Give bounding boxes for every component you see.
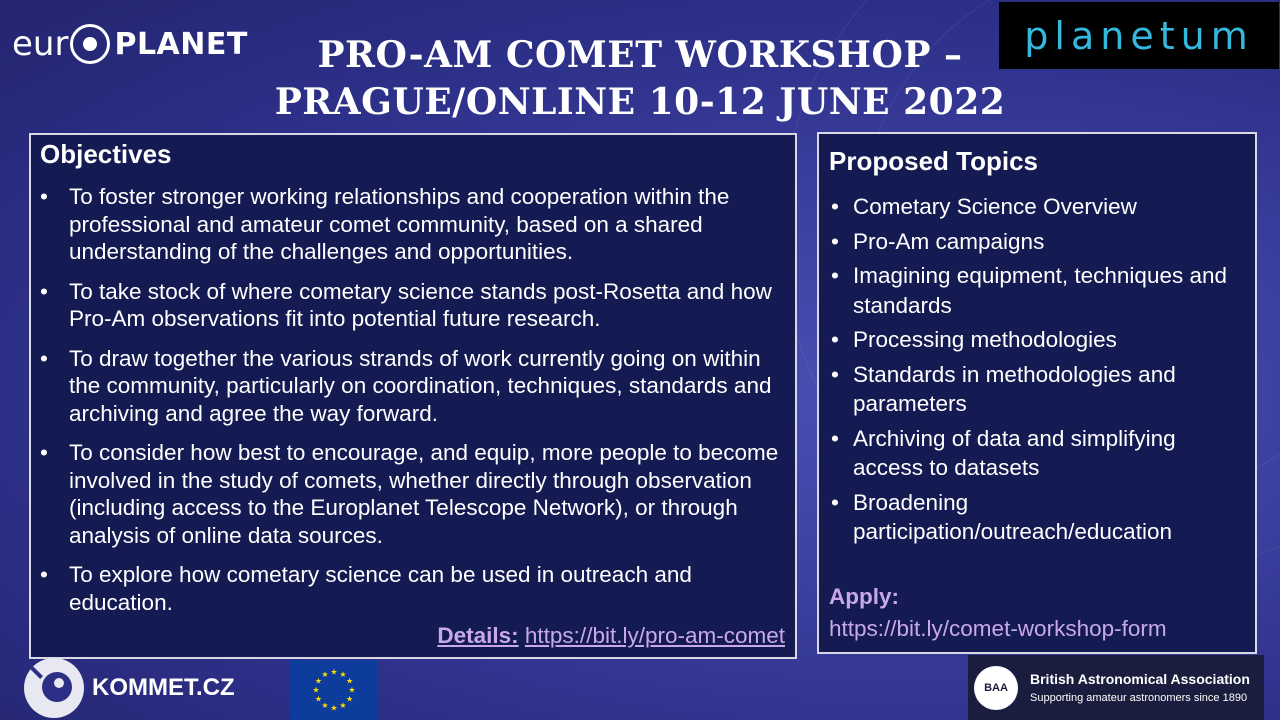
list-item-text: To foster stronger working relationships and cooperation within the professional and amateur comet community, based on a shared understanding of the challenges and opportunities. bbox=[69, 184, 730, 264]
list-item bbox=[829, 360, 1239, 419]
apply-label: Apply: bbox=[829, 584, 899, 609]
list-item-text: To consider how best to encourage, and equip, more people to become involved in the study of comets, whether directly through observation (including access to the Europlanet Telescope Network), or through analysis of online data sources. bbox=[69, 440, 779, 548]
baa-title: British Astronomical Association bbox=[1030, 671, 1250, 687]
europlanet-logo-suffix: PLANET bbox=[114, 26, 248, 62]
eu-stars bbox=[290, 660, 378, 720]
kommet-logo bbox=[24, 658, 235, 718]
list-item-text: To draw together the various strands of work currently going on within the community, particularly on coordination, techniques, standards and archiving and agree the way forward. bbox=[69, 345, 772, 426]
list-item-text: Imagining equipment, techniques and standards bbox=[853, 263, 1228, 318]
apply-link[interactable]: https://bit.ly/comet-workshop-form bbox=[829, 616, 1167, 641]
objectives-list bbox=[40, 183, 795, 616]
bullet-icon: • bbox=[40, 278, 48, 304]
eu-star-icon: ★ bbox=[346, 676, 354, 686]
list-item-text: Pro-Am campaigns bbox=[853, 228, 1045, 254]
details-link[interactable] bbox=[437, 623, 785, 649]
list-item bbox=[829, 325, 1239, 355]
eu-star-icon: ★ bbox=[321, 669, 329, 679]
list-item-text: Cometary Science Overview bbox=[853, 194, 1137, 219]
list-item bbox=[829, 192, 1239, 222]
comet-icon bbox=[24, 658, 84, 718]
eu-flag-icon bbox=[290, 660, 378, 720]
list-item-text: Standards in methodologies and parameters bbox=[853, 361, 1176, 416]
bullet-icon: • bbox=[831, 489, 839, 515]
list-item bbox=[40, 439, 790, 549]
page-title-line2: PRAGUE/ONLINE 10-12 JUNE 2022 bbox=[274, 81, 1006, 123]
baa-logo bbox=[968, 655, 1264, 720]
details-label[interactable]: Details: bbox=[437, 623, 519, 648]
eu-star-icon: ★ bbox=[330, 667, 338, 677]
bullet-icon: • bbox=[831, 327, 839, 352]
list-item bbox=[40, 183, 790, 266]
bullet-icon: • bbox=[831, 263, 839, 288]
topics-panel bbox=[817, 132, 1257, 654]
list-item-text: Broadening participation/outreach/education bbox=[853, 489, 1172, 544]
eu-star-icon: ★ bbox=[346, 694, 354, 704]
objectives-heading: Objectives bbox=[40, 139, 172, 169]
objectives-panel bbox=[29, 133, 797, 659]
list-item bbox=[40, 561, 790, 616]
topics-heading: Proposed Topics bbox=[829, 146, 1038, 176]
eu-star-icon: ★ bbox=[314, 676, 322, 686]
eu-star-icon: ★ bbox=[339, 669, 347, 679]
bullet-icon: • bbox=[40, 440, 48, 465]
eu-star-icon: ★ bbox=[312, 685, 320, 695]
eu-star-icon: ★ bbox=[314, 694, 322, 704]
europlanet-logo-prefix: eur bbox=[12, 24, 69, 64]
eu-star-icon: ★ bbox=[339, 701, 347, 711]
list-item-text: Archiving of data and simplifying access to datasets bbox=[853, 425, 1176, 480]
bullet-icon: • bbox=[831, 228, 839, 254]
page-title-line1: PRO-AM COMET WORKSHOP – bbox=[317, 34, 963, 76]
list-item-text: To explore how cometary science can be used in outreach and education. bbox=[69, 562, 692, 615]
baa-badge-icon: BAA bbox=[974, 666, 1018, 710]
bullet-icon: • bbox=[831, 361, 839, 387]
page-title bbox=[260, 32, 1020, 126]
bullet-icon: • bbox=[40, 562, 48, 587]
list-item-text: Processing methodologies bbox=[853, 327, 1117, 352]
planetum-logo-text: planetum bbox=[1024, 13, 1254, 58]
list-item bbox=[40, 345, 790, 428]
list-item bbox=[829, 227, 1239, 257]
bullet-icon: • bbox=[40, 345, 48, 371]
baa-subtitle: Supporting amateur astronomers since 1890 bbox=[1030, 692, 1248, 704]
eu-star-icon: ★ bbox=[330, 703, 338, 713]
topics-list bbox=[829, 192, 1255, 547]
list-item-text: To take stock of where cometary science stands post-Rosetta and how Pro-Am observations fit into potential future research. bbox=[69, 278, 772, 331]
europlanet-logo bbox=[12, 14, 282, 74]
eu-star-icon: ★ bbox=[321, 701, 329, 711]
bullet-icon: • bbox=[40, 184, 48, 209]
planetum-logo bbox=[999, 2, 1279, 69]
kommet-logo-text: KOMMET.CZ bbox=[92, 674, 235, 701]
eu-star-icon: ★ bbox=[348, 685, 356, 695]
list-item bbox=[40, 278, 790, 333]
list-item bbox=[829, 488, 1239, 547]
details-url[interactable]: https://bit.ly/pro-am-comet bbox=[524, 623, 785, 648]
bullet-icon: • bbox=[831, 194, 839, 219]
list-item bbox=[829, 261, 1239, 320]
list-item bbox=[829, 424, 1239, 483]
europlanet-ring-icon bbox=[70, 24, 110, 64]
bullet-icon: • bbox=[831, 425, 839, 451]
